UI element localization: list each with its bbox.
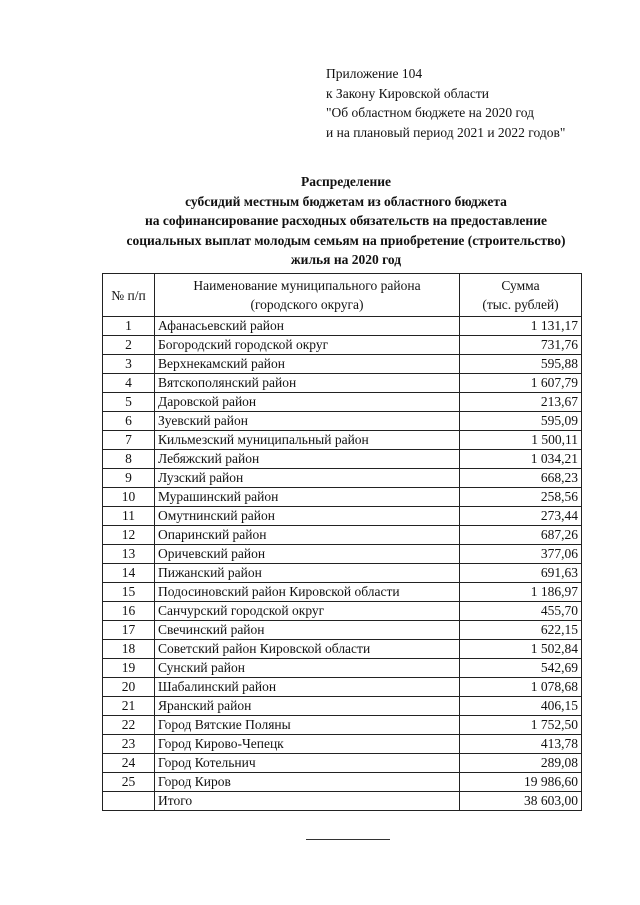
row-sum: 1 034,21 — [460, 450, 582, 469]
table-row — [103, 583, 582, 602]
title-line: на софинансирование расходных обязательств на предоставление — [145, 213, 547, 228]
title-line: жилья на 2020 год — [290, 252, 402, 267]
row-district-name: Город Котельнич — [155, 754, 460, 773]
row-district-name: Советский район Кировской области — [155, 640, 460, 659]
title-line: Распределение — [300, 174, 392, 189]
row-sum: 542,69 — [460, 659, 582, 678]
row-district-name: Шабалинский район — [155, 678, 460, 697]
table-row — [103, 754, 582, 773]
row-sum: 1 502,84 — [460, 640, 582, 659]
row-district-name: Город Киров — [155, 773, 460, 792]
appendix-header — [326, 64, 565, 142]
row-sum: 595,09 — [460, 412, 582, 431]
row-number: 1 — [103, 317, 155, 336]
row-number: 23 — [103, 735, 155, 754]
table-row — [103, 317, 582, 336]
table-row — [103, 716, 582, 735]
table-row — [103, 469, 582, 488]
row-number: 11 — [103, 507, 155, 526]
header-name — [155, 274, 460, 317]
table-row — [103, 450, 582, 469]
title-line: субсидий местным бюджетам из областного бюджета — [185, 193, 507, 209]
row-number: 19 — [103, 659, 155, 678]
row-sum: 377,06 — [460, 545, 582, 564]
header-name-line1: Наименование муниципального района — [193, 278, 421, 293]
row-number: 16 — [103, 602, 155, 621]
row-district-name: Пижанский район — [155, 564, 460, 583]
row-sum: 289,08 — [460, 754, 582, 773]
row-district-name: Афанасьевский район — [155, 317, 460, 336]
table-row — [103, 526, 582, 545]
row-number: 5 — [103, 393, 155, 412]
row-number: 22 — [103, 716, 155, 735]
row-sum: 687,26 — [460, 526, 582, 545]
row-district-name: Санчурский городской округ — [155, 602, 460, 621]
header-sum — [460, 274, 582, 317]
appendix-line: "Об областном бюджете на 2020 год — [326, 105, 534, 120]
row-number: 20 — [103, 678, 155, 697]
row-district-name: Оричевский район — [155, 545, 460, 564]
row-number: 25 — [103, 773, 155, 792]
appendix-line: к Закону Кировской области — [326, 85, 490, 101]
row-sum: 1 078,68 — [460, 678, 582, 697]
title-line: социальных выплат молодым семьям на приобретение (строительство) — [126, 232, 566, 248]
table-header-row — [103, 274, 582, 317]
total-row — [103, 792, 582, 811]
row-district-name: Верхнекамский район — [155, 355, 460, 374]
row-number: 14 — [103, 564, 155, 583]
row-number: 10 — [103, 488, 155, 507]
row-sum: 1 607,79 — [460, 374, 582, 393]
table-row — [103, 507, 582, 526]
row-district-name: Богородский городской округ — [155, 336, 460, 355]
table-row — [103, 374, 582, 393]
table-row — [103, 336, 582, 355]
row-district-name: Город Кирово-Чепецк — [155, 735, 460, 754]
row-number: 21 — [103, 697, 155, 716]
row-sum: 1 752,50 — [460, 716, 582, 735]
header-num: № п/п — [103, 274, 155, 317]
row-number: 17 — [103, 621, 155, 640]
table-row — [103, 602, 582, 621]
row-number: 9 — [103, 469, 155, 488]
row-sum: 595,88 — [460, 355, 582, 374]
row-sum: 1 186,97 — [460, 583, 582, 602]
document-title — [90, 172, 602, 270]
row-number: 13 — [103, 545, 155, 564]
row-district-name: Даровской район — [155, 393, 460, 412]
row-district-name: Лузский район — [155, 469, 460, 488]
row-sum: 258,56 — [460, 488, 582, 507]
row-district-name: Опаринский район — [155, 526, 460, 545]
table-row — [103, 412, 582, 431]
table-row — [103, 564, 582, 583]
header-name-line2: (городского округа) — [250, 297, 364, 312]
row-number: 18 — [103, 640, 155, 659]
row-district-name: Лебяжский район — [155, 450, 460, 469]
table-row — [103, 659, 582, 678]
header-sum-line2: (тыс. рублей) — [482, 297, 559, 312]
table-row — [103, 640, 582, 659]
row-district-name: Зуевский район — [155, 412, 460, 431]
row-sum: 731,76 — [460, 336, 582, 355]
row-sum: 455,70 — [460, 602, 582, 621]
row-number: 15 — [103, 583, 155, 602]
row-district-name: Сунский район — [155, 659, 460, 678]
table-body — [103, 317, 582, 811]
row-district-name: Кильмезский муниципальный район — [155, 431, 460, 450]
row-sum: 273,44 — [460, 507, 582, 526]
row-number: 12 — [103, 526, 155, 545]
table-row — [103, 678, 582, 697]
row-sum: 413,78 — [460, 735, 582, 754]
row-district-name: Свечинский район — [155, 621, 460, 640]
total-number — [103, 792, 155, 811]
row-number: 2 — [103, 336, 155, 355]
table-row — [103, 621, 582, 640]
row-district-name: Город Вятские Поляны — [155, 716, 460, 735]
appendix-line: Приложение 104 — [326, 66, 423, 81]
row-district-name: Яранский район — [155, 697, 460, 716]
row-sum: 622,15 — [460, 621, 582, 640]
total-label: Итого — [155, 792, 460, 811]
row-sum: 1 500,11 — [460, 431, 582, 450]
table-row — [103, 735, 582, 754]
row-number: 8 — [103, 450, 155, 469]
subsidy-table — [102, 273, 582, 811]
row-sum: 19 986,60 — [460, 773, 582, 792]
total-sum: 38 603,00 — [460, 792, 582, 811]
row-number: 24 — [103, 754, 155, 773]
row-sum: 406,15 — [460, 697, 582, 716]
table-row — [103, 773, 582, 792]
row-district-name: Подосиновский район Кировской области — [155, 583, 460, 602]
row-number: 6 — [103, 412, 155, 431]
row-district-name: Омутнинский район — [155, 507, 460, 526]
row-sum: 1 131,17 — [460, 317, 582, 336]
footer-divider — [306, 839, 390, 840]
table-row — [103, 393, 582, 412]
table-row — [103, 545, 582, 564]
row-number: 3 — [103, 355, 155, 374]
row-district-name: Вятскополянский район — [155, 374, 460, 393]
row-sum: 213,67 — [460, 393, 582, 412]
header-sum-line1: Сумма — [501, 278, 540, 293]
row-number: 4 — [103, 374, 155, 393]
row-district-name: Мурашинский район — [155, 488, 460, 507]
table-row — [103, 488, 582, 507]
row-sum: 691,63 — [460, 564, 582, 583]
table-row — [103, 355, 582, 374]
appendix-line: и на плановый период 2021 и 2022 годов" — [326, 124, 566, 140]
row-sum: 668,23 — [460, 469, 582, 488]
table-row — [103, 697, 582, 716]
row-number: 7 — [103, 431, 155, 450]
table-row — [103, 431, 582, 450]
